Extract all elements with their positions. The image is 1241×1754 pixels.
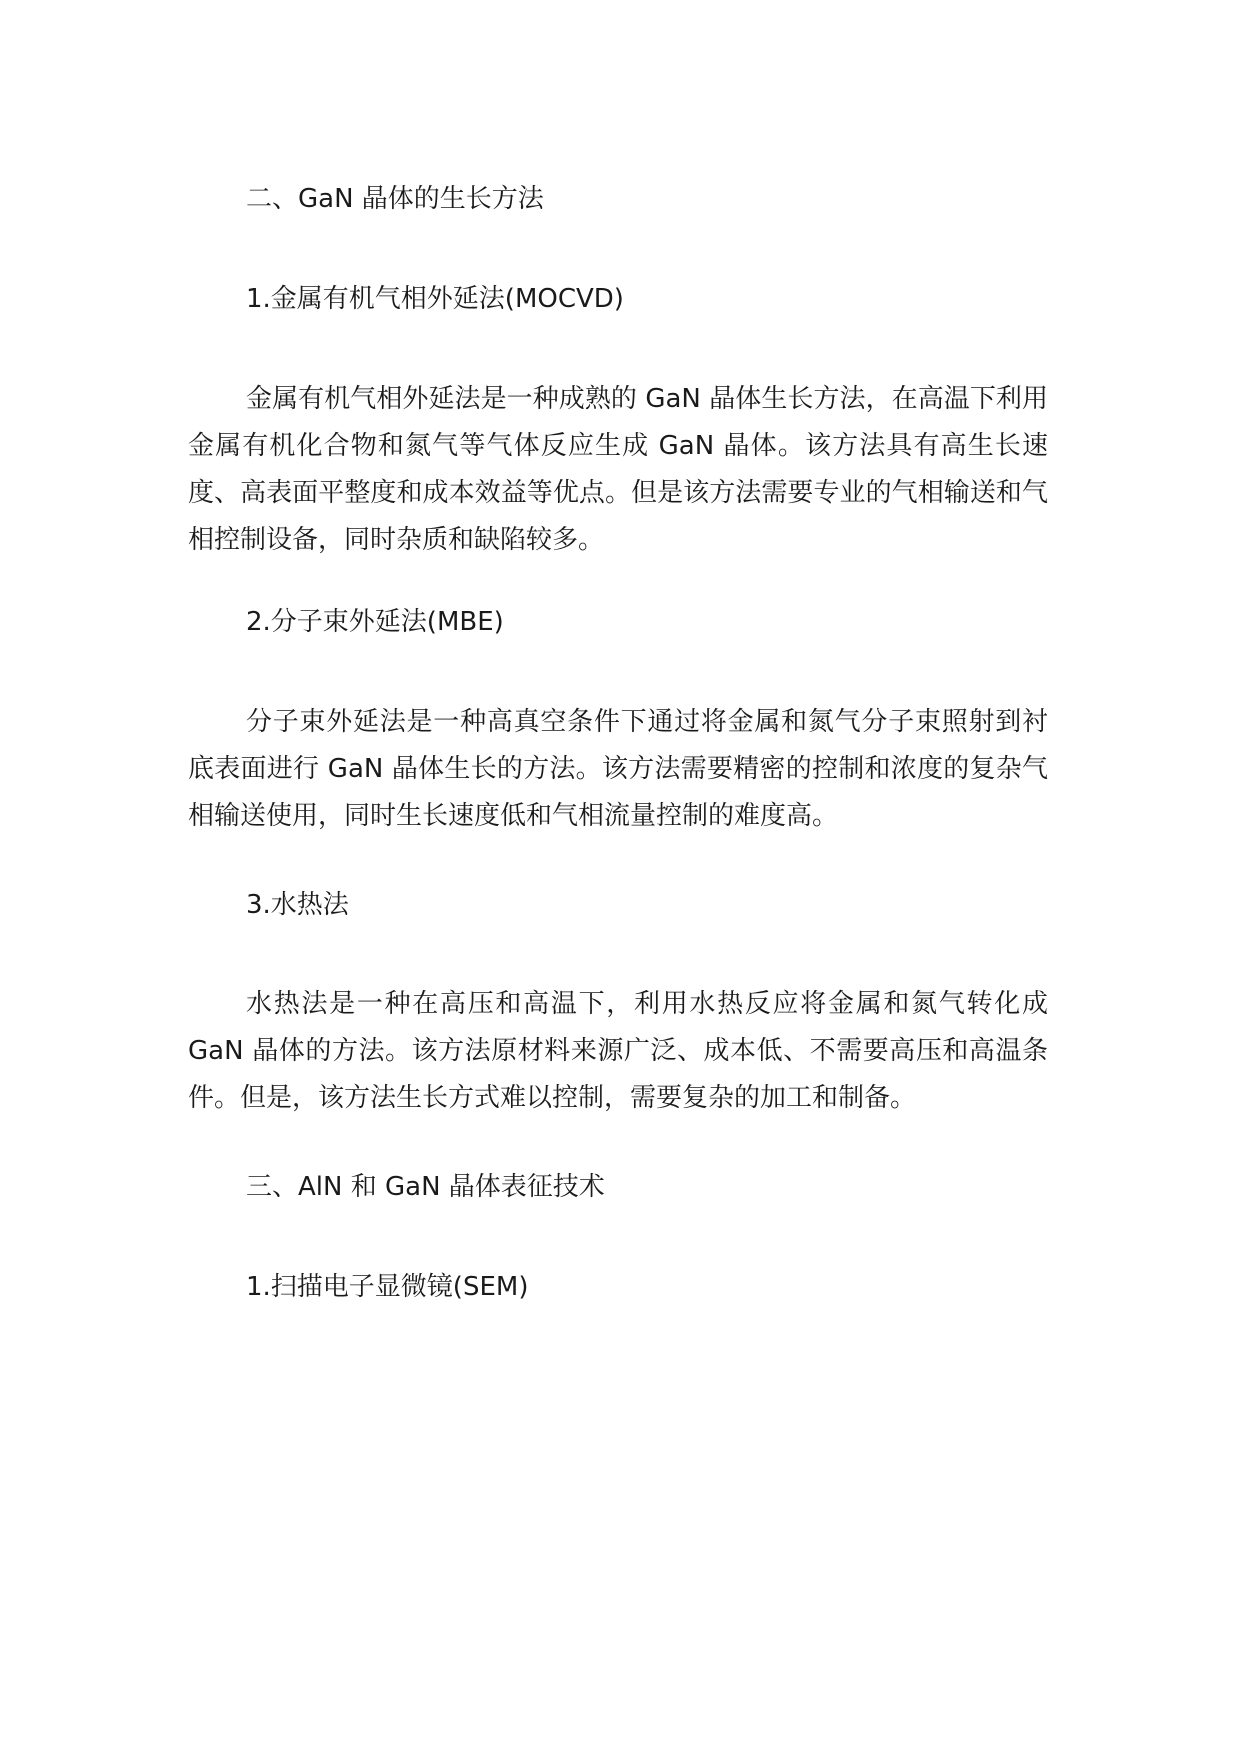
subheading-sem: 1.扫描电子显微镜(SEM) xyxy=(246,1272,529,1302)
subheading-mbe: 2.分子束外延法(MBE) xyxy=(246,607,504,637)
section-heading-growth-methods: 二、GaN 晶体的生长方法 xyxy=(246,184,544,214)
subheading-hydrothermal: 3.水热法 xyxy=(246,890,349,920)
subheading-mocvd: 1.金属有机气相外延法(MOCVD) xyxy=(246,284,624,314)
paragraph-hydrothermal: 水热法是一种在高压和高温下，利用水热反应将金属和氮气转化成 GaN 晶体的方法。该方法原材料来源广泛、成本低、不需要高压和高温条件。但是，该方法生长方式难以控制，需要复杂的加工和制备。 xyxy=(188,989,1048,1113)
paragraph-mbe: 分子束外延法是一种高真空条件下通过将金属和氮气分子束照射到衬底表面进行 GaN 晶体生长的方法。该方法需要精密的控制和浓度的复杂气相输送使用，同时生长速度低和气相流量控制的难度高。 xyxy=(188,707,1048,831)
paragraph-mocvd: 金属有机气相外延法是一种成熟的 GaN 晶体生长方法，在高温下利用金属有机化合物和氮气等气体反应生成 GaN 晶体。该方法具有高生长速度、高表面平整度和成本效益等优点。但是该方法需要专业的气相输送和气相控制设备，同时杂质和缺陷较多。 xyxy=(188,384,1048,555)
section-heading-characterization: 三、AlN 和 GaN 晶体表征技术 xyxy=(246,1172,605,1202)
